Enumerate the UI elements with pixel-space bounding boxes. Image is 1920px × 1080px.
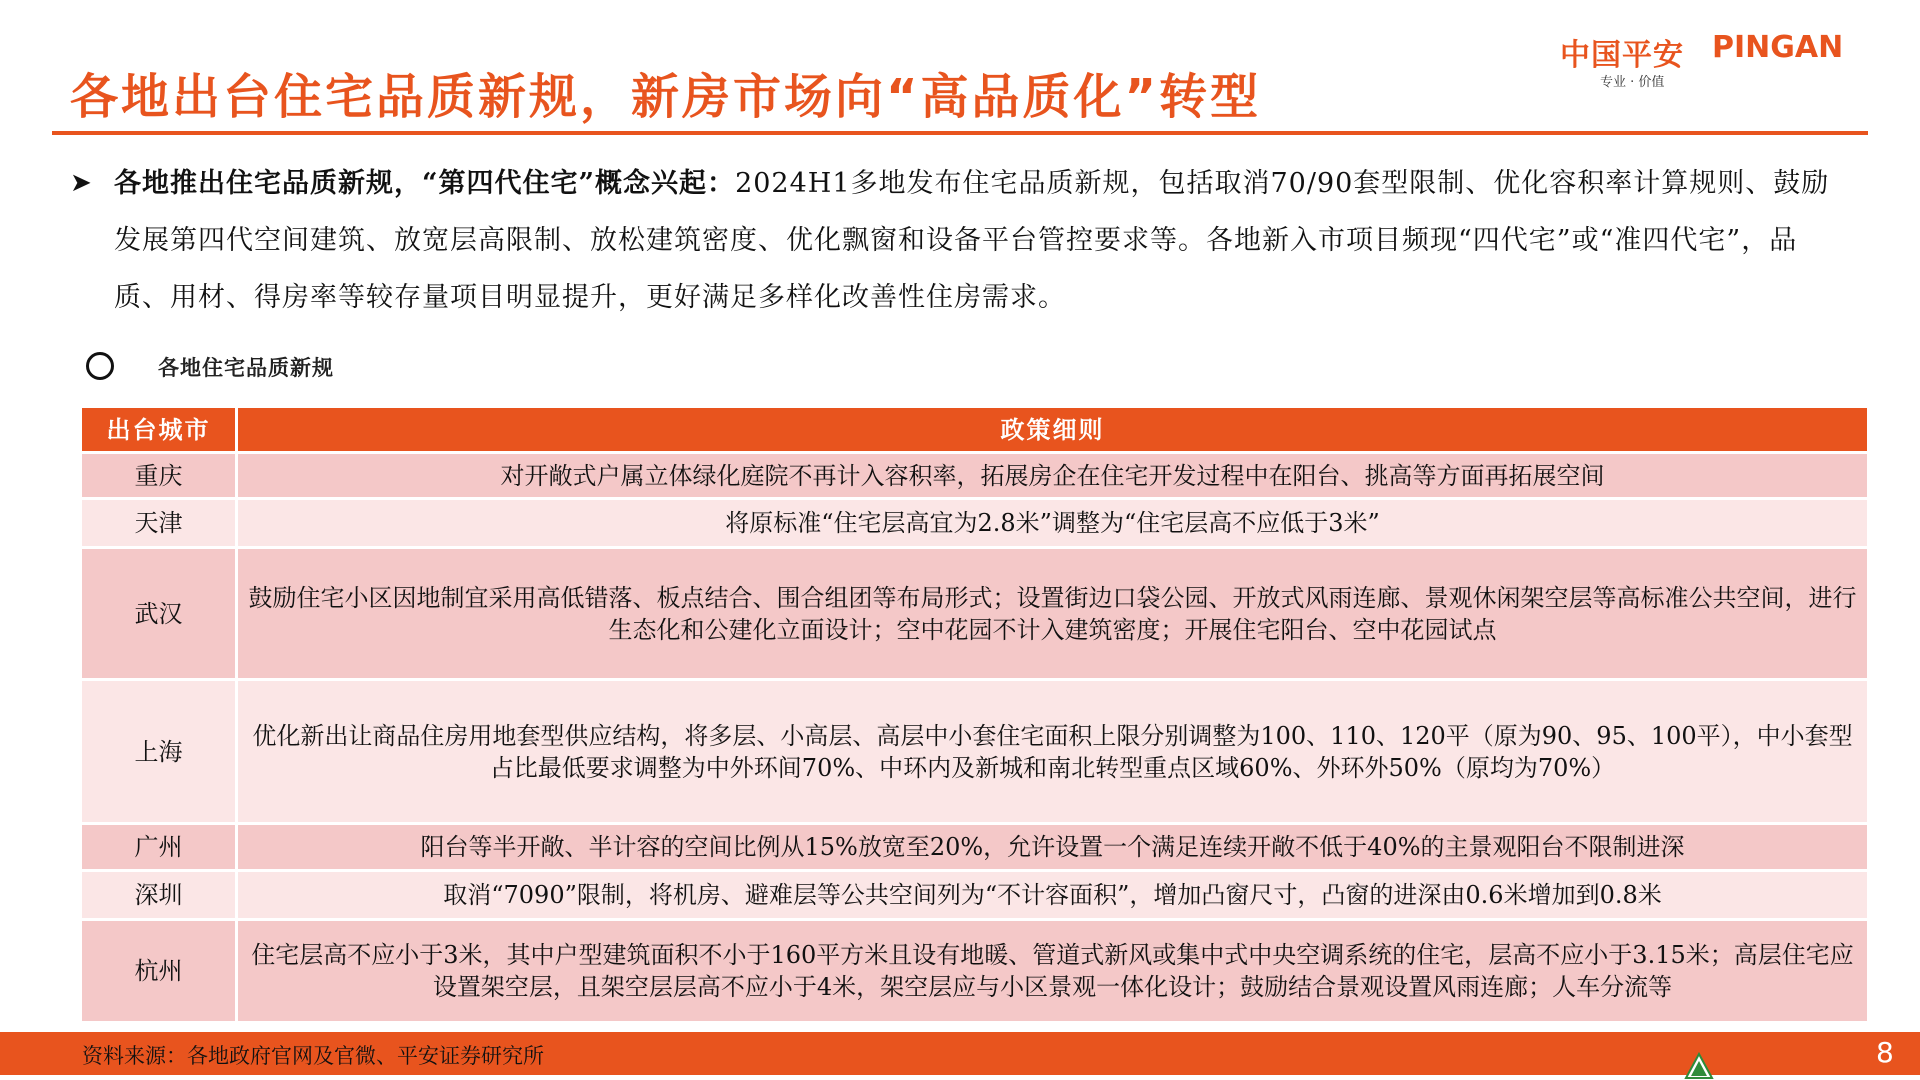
table-row [81,548,1869,680]
header-policy: 政策细则 [237,407,1869,453]
policy-cell: 对开敞式户属立体绿化庭院不再计入容积率，拓展房企在住宅开发过程中在阳台、挑高等方面再拓展空间 [237,453,1869,499]
city-cell: 重庆 [81,453,237,499]
policy-table [79,405,1870,1024]
intro-lead: 各地推出住宅品质新规，“第四代住宅”概念兴起： [114,168,736,199]
header-city: 出台城市 [81,407,237,453]
logo-tagline: 专业 · 价值 [1600,75,1665,90]
policy-cell: 阳台等半开敞、半计容的空间比例从15%放宽至20%，允许设置一个满足连续开敞不低于40%的主景观阳台不限制进深 [237,824,1869,871]
city-cell: 广州 [81,824,237,871]
table-row [81,824,1869,871]
table-row [81,680,1869,824]
intro-body: 2024H1多地发布住宅品质新规，包括取消70/90套型限制、优化容积率计算规则、鼓励发展第四代空间建筑、放宽层高限制、放松建筑密度、优化飘窗和设备平台管控要求等。各地新入市项目频现“四代宅”或“准四代宅”，品质、用材、得房率等较存量项目明显提升，更好满足多样化改善性住房需求。 [114,168,1830,313]
table-caption: 各地住宅品质新规 [158,356,334,380]
policy-cell: 将原标准“住宅层高宜为2.8米”调整为“住宅层高不应低于3米” [237,499,1869,548]
table-header-row [81,407,1869,453]
city-cell: 上海 [81,680,237,824]
title-divider [52,131,1868,135]
city-cell: 天津 [81,499,237,548]
city-cell: 杭州 [81,920,237,1023]
table-row [81,453,1869,499]
pingan-logo [1560,30,1880,92]
source-note: 资料来源：各地政府官网及官微、平安证券研究所 [82,1044,544,1068]
circle-icon [86,352,114,380]
triangle-arrow-icon: ➤ [70,168,92,198]
table-row [81,871,1869,920]
intro-paragraph [114,155,1849,326]
page-number: 8 [1876,1036,1894,1069]
policy-cell: 鼓励住宅小区因地制宜采用高低错落、板点结合、围合组团等布局形式；设置街边口袋公园、开放式风雨连廊、景观休闲架空层等高标准公共空间，进行生态化和公建化立面设计；空中花园不计入建筑密度；开展住宅阳台、空中花园试点 [237,548,1869,680]
policy-cell: 优化新出让商品住房用地套型供应结构，将多层、小高层、高层中小套住宅面积上限分别调整为100、110、120平（原为90、95、100平），中小套型占比最低要求调整为中外环间70%、中环内及新城和南北转型重点区域60%、外环外50%（原均为70%） [237,680,1869,824]
policy-cell: 取消“7090”限制，将机房、避难层等公共空间列为“不计容面积”，增加凸窗尺寸，凸窗的进深由0.6米增加到0.8米 [237,871,1869,920]
page-title: 各地出台住宅品质新规，新房市场向“高品质化”转型 [70,69,1262,125]
logo-english: PINGAN [1712,30,1844,65]
policy-cell: 住宅层高不应小于3米，其中户型建筑面积不小于160平方米且设有地暖、管道式新风或集中式中央空调系统的住宅，层高不应小于3.15米；高层住宅应设置架空层，且架空层层高不应小于4米，架空层应与小区景观一体化设计；鼓励结合景观设置风雨连廊；人车分流等 [237,920,1869,1023]
logo-chinese: 中国平安 [1560,38,1684,73]
footer-bar [0,1032,1920,1075]
table-row [81,920,1869,1023]
table-row [81,499,1869,548]
city-cell: 深圳 [81,871,237,920]
city-cell: 武汉 [81,548,237,680]
tree-icon [1684,1052,1714,1080]
